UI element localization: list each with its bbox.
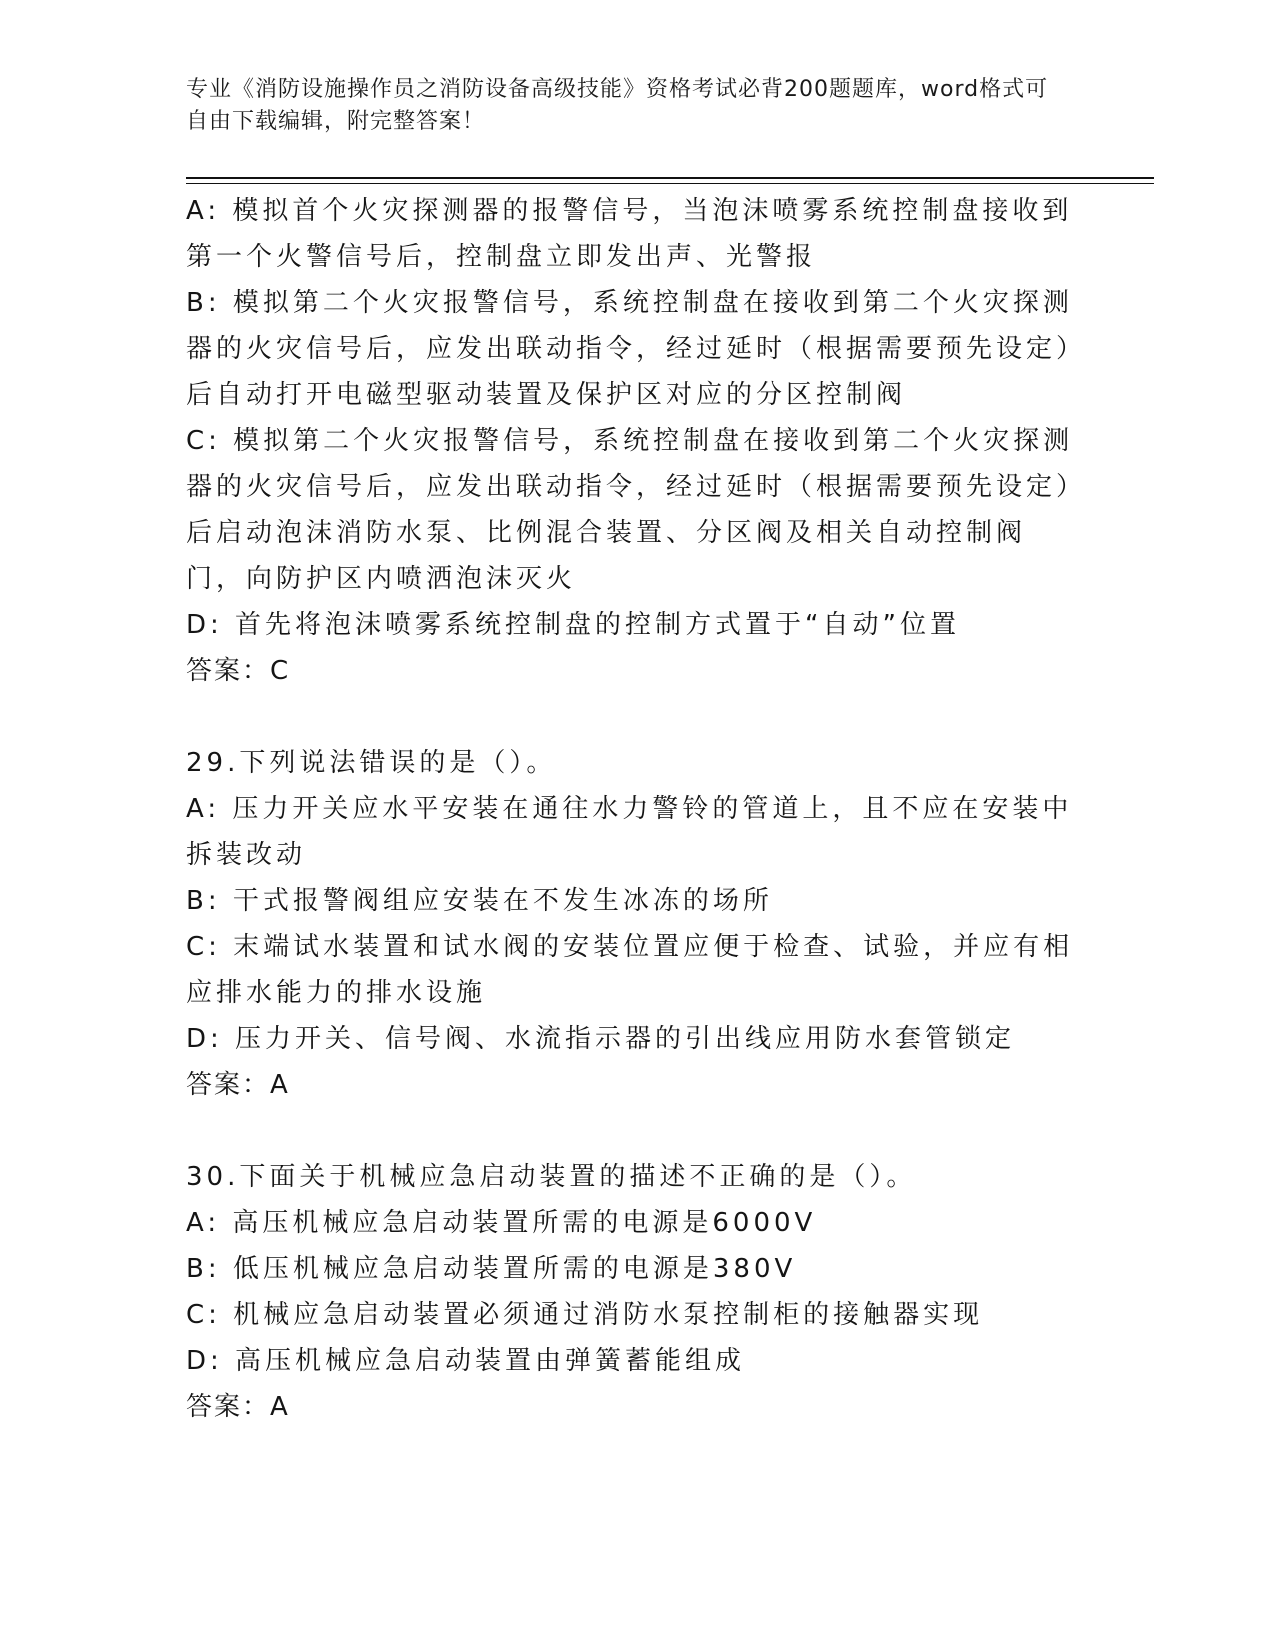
- header-divider-thick: [186, 177, 1154, 179]
- question-30-block: [186, 1154, 1076, 1430]
- question-28-block: [186, 188, 1076, 694]
- q30-option-c: C: 机械应急启动装置必须通过消防水泵控制柜的接触器实现: [186, 1300, 984, 1330]
- q28-option-c: C: 模拟第二个火灾报警信号，系统控制盘在接收到第二个火灾探测器的火灾信号后，应发出联动指令，经过延时（根据需要预先设定）后启动泡沫消防水泵、比例混合装置、分区阀及相关自动控制阀门，向防护区内喷洒泡沫灭火: [186, 426, 1074, 594]
- document-header: 专业《消防设施操作员之消防设备高级技能》资格考试必背200题题库，word格式可自由下载编辑，附完整答案！: [186, 77, 1049, 134]
- q30-answer: 答案：A: [186, 1392, 290, 1422]
- q28-option-d: D: 首先将泡沫喷雾系统控制盘的控制方式置于“自动”位置: [186, 610, 960, 640]
- q29-option-d: D: 压力开关、信号阀、水流指示器的引出线应用防水套管锁定: [186, 1024, 1016, 1054]
- q28-option-b: B: 模拟第二个火灾报警信号，系统控制盘在接收到第二个火灾探测器的火灾信号后，应发出联动指令，经过延时（根据需要预先设定）后自动打开电磁型驱动装置及保护区对应的分区控制阀: [186, 288, 1074, 410]
- spacer: [186, 694, 1076, 740]
- q29-question: 29.下列说法错误的是（）。: [186, 748, 557, 778]
- q28-option-a: A: 模拟首个火灾探测器的报警信号，当泡沫喷雾系统控制盘接收到第一个火警信号后，控制盘立即发出声、光警报: [186, 196, 1073, 272]
- q28-answer: 答案：C: [186, 656, 291, 686]
- q30-option-b: B: 低压机械应急启动装置所需的电源是380V: [186, 1254, 797, 1284]
- q29-answer: 答案：A: [186, 1070, 290, 1100]
- question-29-block: [186, 740, 1076, 1108]
- header-divider-thin: [186, 183, 1154, 184]
- q29-option-b: B: 干式报警阀组应安装在不发生冰冻的场所: [186, 886, 773, 916]
- question-content: [186, 188, 1076, 1430]
- q30-option-a: A: 高压机械应急启动装置所需的电源是6000V: [186, 1208, 817, 1238]
- q30-option-d: D: 高压机械应急启动装置由弹簧蓄能组成: [186, 1346, 746, 1376]
- q29-option-c: C: 末端试水装置和试水阀的安装位置应便于检查、试验，并应有相应排水能力的排水设施: [186, 932, 1074, 1008]
- q30-question: 30.下面关于机械应急启动装置的描述不正确的是（）。: [186, 1162, 917, 1192]
- spacer: [186, 1108, 1076, 1154]
- q29-option-a: A: 压力开关应水平安装在通往水力警铃的管道上，且不应在安装中拆装改动: [186, 794, 1073, 870]
